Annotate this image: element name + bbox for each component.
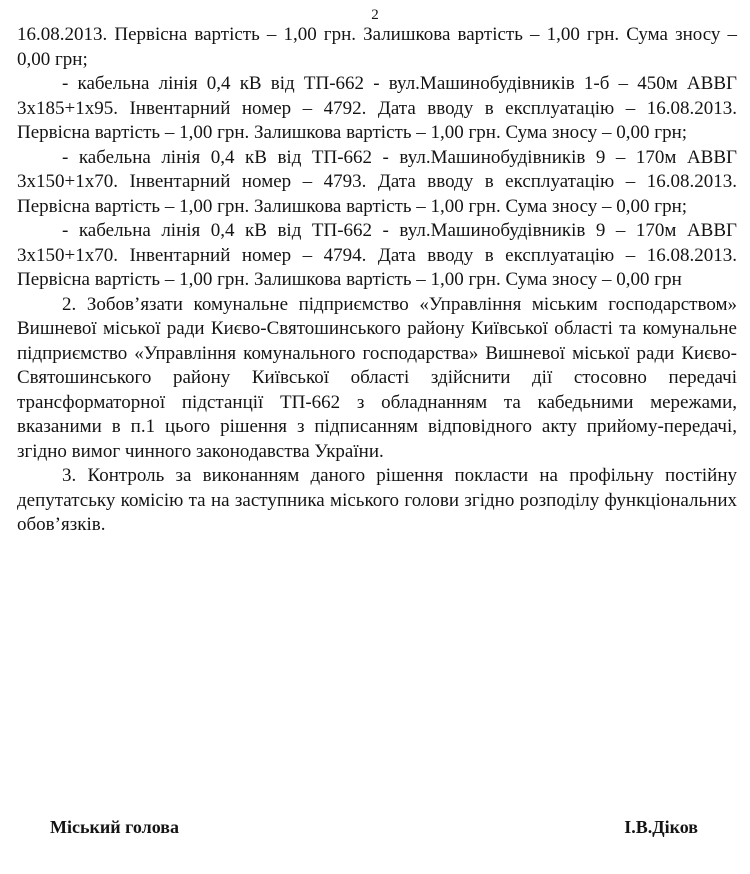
- cable-line-item-4793: - кабельна лінія 0,4 кВ від ТП-662 - вул.Машинобудівників 9 – 170м АВВГ 3х150+1х70. Інвентарний номер – 4793. Дата вводу в експлуатацію – 16.08.2013. Первісна вартість – 1,00 грн. Залишкова вартість – 1,00 грн. Сума зносу – 0,00 грн;: [17, 146, 737, 217]
- signatory-name: І.В.Діков: [624, 817, 698, 837]
- page-number: 2: [371, 7, 379, 23]
- cable-line-item-4792: - кабельна лінія 0,4 кВ від ТП-662 - вул.Машинобудівників 1-б – 450м АВВГ 3х185+1х95. Інвентарний номер – 4792. Дата вводу в експлуатацію – 16.08.2013. Первісна вартість – 1,00 грн. Залишкова вартість – 1,00 грн. Сума зносу – 0,00 грн;: [17, 73, 737, 143]
- signatory-title: Міський голова: [50, 817, 179, 837]
- clause-2-paragraph: 2. Зобов’язати комунальне підприємство «Управління міським господарством» Вишневої міської ради Києво-Святошинського району Київської області та комунальне підприємство «Управління комунального господарства» Вишневої міської ради Києво-Святошинського району Київської області здійснити дії стосовно передачі трансформаторної підстанції ТП-662 з обладнанням та кабедьними мережами, вказаними в п.1 цього рішення з підписанням відповідного акту прийому-передачі, згідно вимог чинного законодавства України.: [17, 293, 737, 462]
- signature-block: [0, 814, 750, 840]
- clause-3-paragraph: 3. Контроль за виконанням даного рішення покласти на профільну постійну депутатську комісію та на заступника міського голови згідно розподілу функціональних обов’язків.: [17, 465, 737, 535]
- continued-item-paragraph: 16.08.2013. Первісна вартість – 1,00 грн. Залишкова вартість – 1,00 грн. Сума зносу – 0,00 грн;: [17, 24, 737, 70]
- document-body: [17, 23, 737, 538]
- cable-line-item-4794: - кабельна лінія 0,4 кВ від ТП-662 - вул.Машинобудівників 9 – 170м АВВГ 3х150+1х70. Інвентарний номер – 4794. Дата вводу в експлуатацію – 16.08.2013. Первісна вартість – 1,00 грн. Залишкова вартість – 1,00 грн. Сума зносу – 0,00 грн: [17, 220, 737, 290]
